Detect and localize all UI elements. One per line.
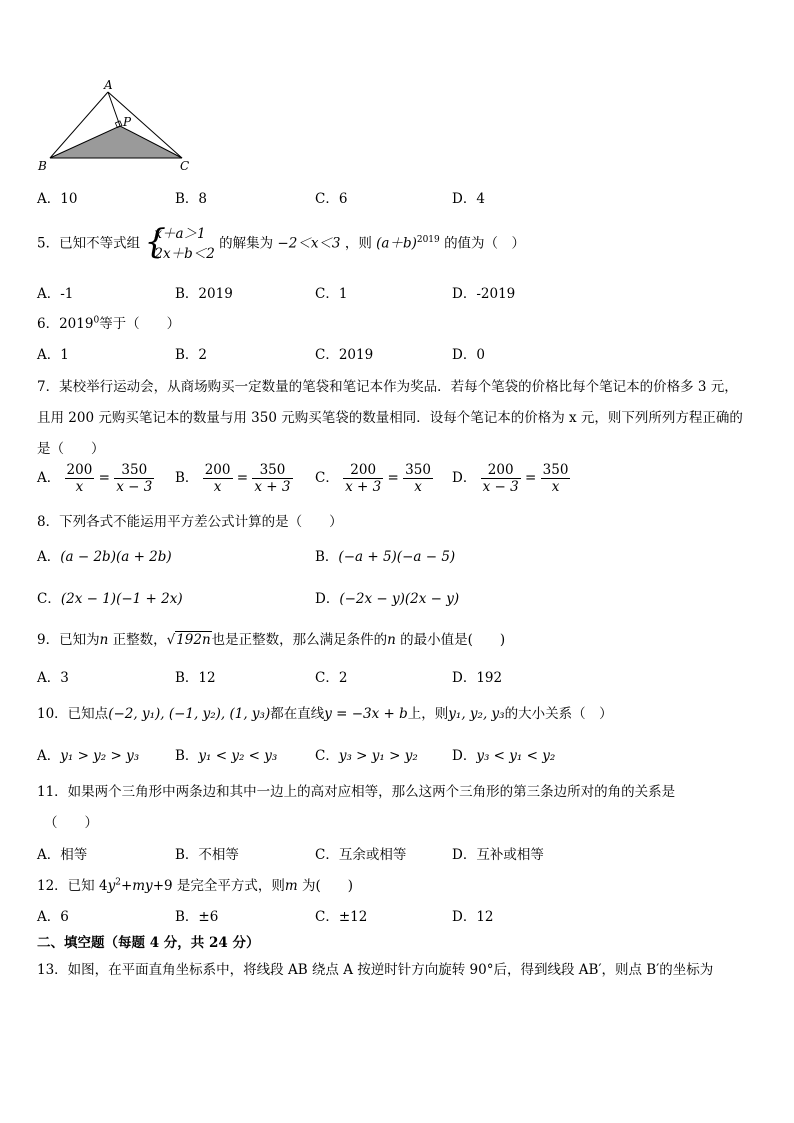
q10-option-d[interactable] <box>452 744 555 764</box>
q10-points: (−2, y₁), (−1, y₂), (1, y₃) <box>108 706 271 722</box>
q8-stem: 8．下列各式不能运用平方差公式计算的是（ ） <box>37 514 343 530</box>
q12-p2: + <box>120 878 133 894</box>
q11-option-d[interactable]: D．互补或相等 <box>452 847 544 863</box>
q12-stem <box>37 874 353 894</box>
q10-p1: 10．已知点 <box>37 706 109 722</box>
brace-symbol: { <box>144 222 167 262</box>
q10-line-equation: y = −3x + b <box>324 706 408 722</box>
q11-option-a[interactable]: A．相等 <box>37 847 88 863</box>
fraction <box>343 462 383 495</box>
q6-stem <box>37 312 180 332</box>
numerator: 350 <box>114 462 154 479</box>
equals-sign: = <box>236 470 249 486</box>
q10-a-label: A． <box>37 748 61 764</box>
q8-d-expr: (−2x − y)(2x − y) <box>339 591 460 607</box>
fraction <box>541 462 571 495</box>
q9-stem <box>37 628 505 648</box>
q9-p4: 的最小值是( ) <box>395 632 506 648</box>
q11-line2: （ ） <box>44 815 98 831</box>
q5-expr: (a＋b) <box>376 235 417 252</box>
denominator: x − 3 <box>482 479 519 495</box>
denominator: x − 3 <box>116 479 153 495</box>
q12-option-a[interactable]: A．6 <box>37 909 69 925</box>
q10-d-label: D． <box>452 748 477 764</box>
q7-line1: 7．某校举行运动会，从商场购买一定数量的笔袋和笔记本作为奖品．若每个笔袋的价格比每个笔记本的价格多 3 元， <box>37 379 738 395</box>
q7-b-label: B． <box>175 470 199 486</box>
q8-c-expr: (2x − 1)(−1 + 2x) <box>60 591 183 607</box>
q7-d-label: D． <box>452 470 477 486</box>
q9-n2: n <box>387 632 396 648</box>
q11-option-b[interactable]: B．不相等 <box>175 847 239 863</box>
q11-option-c[interactable]: C．互余或相等 <box>315 847 407 863</box>
fraction <box>252 462 292 495</box>
q12-y: y <box>107 878 116 894</box>
denominator: x + 3 <box>345 479 382 495</box>
q9-option-a[interactable]: A．3 <box>37 670 69 686</box>
q6-option-c[interactable]: C．2019 <box>315 347 374 363</box>
q10-option-c[interactable] <box>315 744 418 764</box>
q12-option-c[interactable]: C．±12 <box>315 909 368 925</box>
q9-p1: 9．已知为 <box>37 632 100 648</box>
label-c: C <box>180 159 190 173</box>
q5-option-d[interactable]: D．-2019 <box>452 286 516 302</box>
shaded-triangle-bpc <box>50 126 182 158</box>
q7-option-d[interactable] <box>452 462 570 495</box>
q10-c-expr: y₃ > y₁ > y₂ <box>338 748 418 764</box>
q5-option-b[interactable]: B．2019 <box>175 286 233 302</box>
q9-option-d[interactable]: D．192 <box>452 670 503 686</box>
q10-p2: 都在直线 <box>270 706 325 722</box>
numerator: 200 <box>66 462 93 478</box>
q9-p2: 正整数， <box>108 632 167 648</box>
q8-a-label: A． <box>37 549 61 565</box>
q8-b-expr: (−a + 5)(−a − 5) <box>338 549 456 565</box>
fraction <box>403 462 433 495</box>
q8-option-a[interactable] <box>37 545 172 565</box>
q8-option-c[interactable] <box>37 587 183 607</box>
label-p: P <box>123 115 132 129</box>
q6-rest: 等于（ ） <box>99 316 181 332</box>
q5-row2: 2x＋b＜2 <box>154 246 215 262</box>
q12-p1: 12．已知 4 <box>37 878 108 894</box>
fraction <box>481 462 521 495</box>
q10-a-expr: y₁ > y₂ > y₃ <box>60 748 140 764</box>
denominator: x <box>75 479 84 495</box>
q6-exp: 0 <box>93 315 100 326</box>
q10-b-label: B． <box>175 748 199 764</box>
denominator: x <box>414 479 422 495</box>
denominator: x <box>213 479 222 495</box>
q5-row1: x＋a＞1 <box>154 226 206 242</box>
q8-option-b[interactable] <box>315 545 455 565</box>
q12-my: my <box>132 878 153 894</box>
q4-option-d[interactable]: D．4 <box>452 191 485 207</box>
q13-line1: 13．如图，在平面直角坐标系中，将线段 AB 绕点 A 按逆时针方向旋转 90°后，得到线段 AB′，则点 B′的坐标为 <box>37 962 714 978</box>
q5-suffix: 的值为（ ） <box>444 235 526 252</box>
q10-ys: y₁, y₂, y₃ <box>448 706 505 722</box>
q9-option-b[interactable]: B．12 <box>175 670 216 686</box>
q6-option-d[interactable]: D．0 <box>452 347 485 363</box>
q6-num: 6．2019 <box>37 316 94 332</box>
q10-stem <box>37 702 613 722</box>
q8-b-label: B． <box>315 549 339 565</box>
equals-sign: = <box>98 470 110 486</box>
q7-option-b[interactable] <box>175 462 293 495</box>
q4-option-c[interactable]: C．6 <box>315 191 348 207</box>
q5-inequality-system <box>144 224 214 264</box>
q10-option-b[interactable] <box>175 744 277 764</box>
numerator: 350 <box>252 462 292 479</box>
q10-b-expr: y₁ < y₂ < y₃ <box>198 748 278 764</box>
numerator: 200 <box>343 462 383 479</box>
q7-line3: 是（ ） <box>37 441 105 457</box>
q8-a-expr: (a − 2b)(a + 2b) <box>60 549 172 565</box>
q10-option-a[interactable] <box>37 744 139 764</box>
denominator: x <box>551 479 560 495</box>
q5-exponent: 2019 <box>416 235 440 245</box>
q5-mid: 的解集为 <box>219 235 274 252</box>
numerator: 350 <box>542 462 569 478</box>
numerator: 200 <box>204 462 231 478</box>
fraction <box>65 462 95 495</box>
q11-line1: 11．如果两个三角形中两条边和其中一边上的高对应相等，那么这两个三角形的第三条边所对的角的关系是 <box>37 784 676 800</box>
q6-option-a[interactable]: A．1 <box>37 347 69 363</box>
q10-p4: 的大小关系（ ） <box>504 706 613 722</box>
q7-a-label: A． <box>37 470 61 486</box>
q10-p3: 上，则 <box>407 706 449 722</box>
q5-stem <box>37 218 525 266</box>
triangle-figure <box>30 76 200 176</box>
q12-p3: +9 是完全平方式，则 <box>152 878 285 894</box>
q8-option-d[interactable] <box>315 587 459 607</box>
q9-p3: 也是正整数，那么满足条件的 <box>211 632 388 648</box>
label-a: A <box>104 78 113 92</box>
q5-option-a[interactable]: A．-1 <box>37 286 74 302</box>
q7-option-a[interactable] <box>37 462 154 495</box>
q12-option-b[interactable]: B．±6 <box>175 909 219 925</box>
numerator: 200 <box>481 462 521 479</box>
q5-option-c[interactable]: C．1 <box>315 286 348 302</box>
q8-d-label: D． <box>315 591 340 607</box>
q12-exp: 2 <box>115 877 121 888</box>
q10-d-expr: y₃ < y₁ < y₂ <box>476 748 556 764</box>
section2-heading: 二、填空题（每题 4 分，共 24 分） <box>37 935 260 951</box>
q12-m: m <box>284 878 298 894</box>
q12-option-d[interactable]: D．12 <box>452 909 494 925</box>
q5-sep: ，则 <box>344 235 372 252</box>
q5-prefix: 5．已知不等式组 <box>37 235 141 252</box>
q7-line2: 且用 200 元购买笔记本的数量与用 350 元购买笔袋的数量相同．设每个笔记本的价格为 x 元，则下列所列方程正确的 <box>37 410 743 426</box>
q4-option-a[interactable]: A．10 <box>37 191 78 207</box>
equals-sign: = <box>387 470 399 486</box>
fraction <box>114 462 154 495</box>
q8-c-label: C． <box>37 591 61 607</box>
equals-sign: = <box>525 470 537 486</box>
q4-option-b[interactable]: B．8 <box>175 191 208 207</box>
q12-p4: 为( ) <box>297 878 354 894</box>
denominator: x + 3 <box>254 479 291 495</box>
q9-option-c[interactable]: C．2 <box>315 670 348 686</box>
q6-option-b[interactable]: B．2 <box>175 347 208 363</box>
q7-option-c[interactable] <box>315 462 433 495</box>
label-b: B <box>38 159 47 173</box>
q7-c-label: C． <box>315 470 339 486</box>
q9-n1: n <box>99 632 109 648</box>
q10-c-label: C． <box>315 748 339 764</box>
q5-range: −2＜x＜3 <box>277 235 341 252</box>
fraction <box>203 462 233 495</box>
q9-radicand: 192n <box>176 632 211 648</box>
numerator: 350 <box>405 462 431 478</box>
sqrt-symbol: √192n <box>166 632 211 648</box>
